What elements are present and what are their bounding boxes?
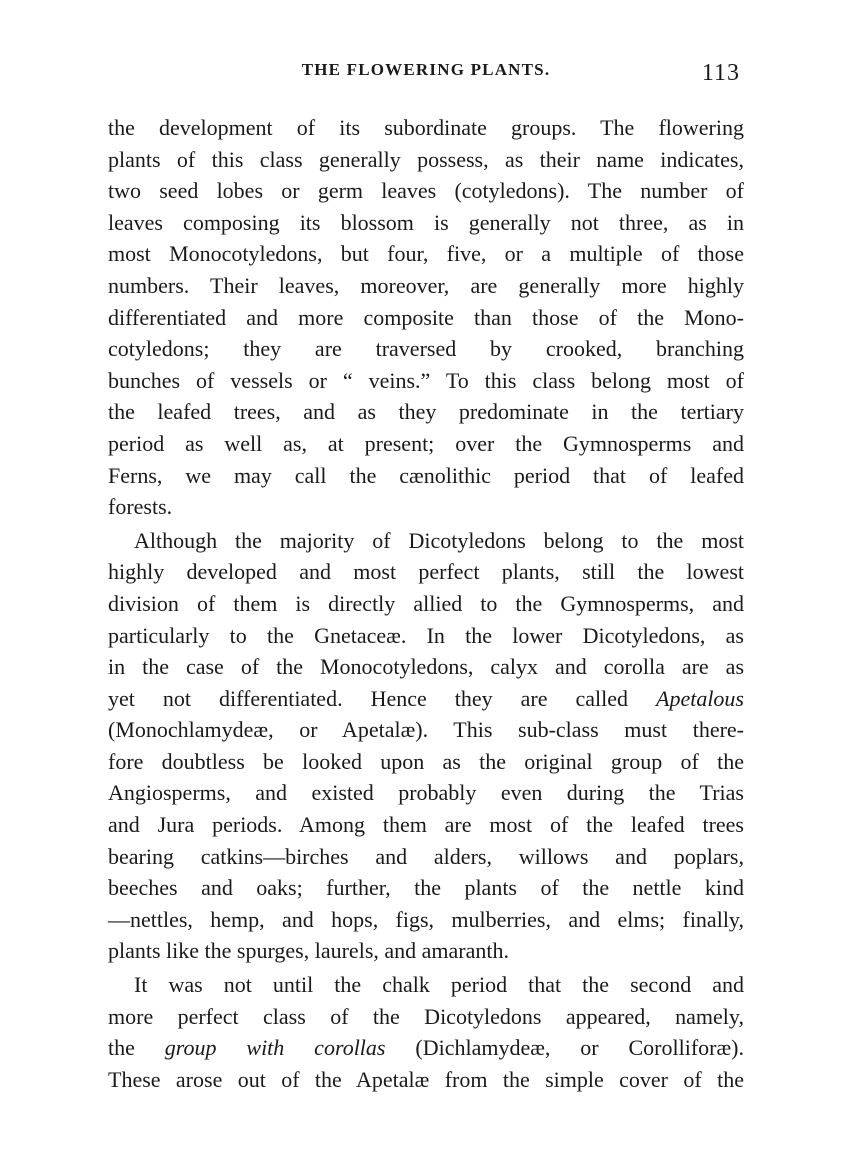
text-line: in the case of the Monocotyledons, calyx and corolla are as [108, 654, 744, 680]
paragraph-1 [108, 112, 744, 523]
text-line: Ferns, we may call the cænolithic period that of leafed [108, 462, 744, 488]
text-line: more perfect class of the Dicotyledons appeared, namely, [108, 1003, 744, 1029]
running-title: THE FLOWERING PLANTS. [301, 60, 551, 79]
text-line: leaves composing its blossom is generally not three, as in [108, 209, 744, 235]
paragraph-3 [108, 969, 744, 1095]
text-line [108, 683, 744, 715]
line-text: (Dichlamydeæ, or Corolliforæ). [385, 1035, 744, 1061]
text-line: cotyledons; they are traversed by crooked, branching [108, 336, 744, 362]
text-line [108, 1032, 744, 1064]
text-line: division of them is directly allied to the Gymnosperms, and [108, 590, 744, 616]
text-line: bearing catkins—birches and alders, willows and poplars, [108, 843, 744, 869]
text-line: It was not until the chalk period that the second and [134, 972, 744, 998]
text-line: plants like the spurges, laurels, and amaranth. [108, 938, 509, 964]
text-line: the leafed trees, and as they predominate in the tertiary [108, 399, 744, 425]
text-line: These arose out of the Apetalæ from the simple cover of the [108, 1066, 744, 1092]
line-text: the [108, 1035, 165, 1061]
text-line: differentiated and more composite than those of the Mono- [108, 304, 744, 330]
text-line: the development of its subordinate groups. The flowering [108, 115, 744, 140]
text-line: forests. [108, 494, 173, 520]
italic-term: group with corollas [164, 1035, 386, 1061]
text-line: beeches and oaks; further, the plants of the nettle kind [108, 875, 744, 901]
text-line: plants of this class generally possess, as their name indicates, [108, 146, 744, 172]
text-line: fore doubtless be looked upon as the original group of the [108, 748, 744, 774]
running-head [108, 60, 744, 90]
text-line: highly developed and most perfect plants, still the lowest [108, 559, 744, 585]
text-line: —nettles, hemp, and hops, figs, mulberries, and elms; finally, [108, 906, 744, 932]
text-line: (Monochlamydeæ, or Apetalæ). This sub-class must there- [108, 717, 744, 743]
italic-term: Apetalous [656, 685, 744, 711]
page-number: 113 [701, 60, 740, 86]
text-line: period as well as, at present; over the Gymnosperms and [108, 430, 744, 456]
text-line: particularly to the Gnetaceæ. In the lower Dicotyledons, as [108, 622, 744, 648]
text-line: most Monocotyledons, but four, five, or a multiple of those [108, 241, 744, 267]
text-line: bunches of vessels or “ veins.” To this class belong most of [108, 367, 744, 393]
text-line: and Jura periods. Among them are most of the leafed trees [108, 812, 744, 838]
text-line: numbers. Their leaves, moreover, are generally more highly [108, 272, 744, 298]
line-text: yet not differentiated. Hence they are called [108, 685, 656, 711]
text-line: Although the majority of Dicotyledons belong to the most [134, 527, 744, 553]
body-text [108, 112, 744, 1095]
text-line: two seed lobes or germ leaves (cotyledons). The number of [108, 178, 744, 204]
paragraph-2 [108, 525, 744, 967]
text-line: Angiosperms, and existed probably even during the Trias [108, 780, 744, 806]
